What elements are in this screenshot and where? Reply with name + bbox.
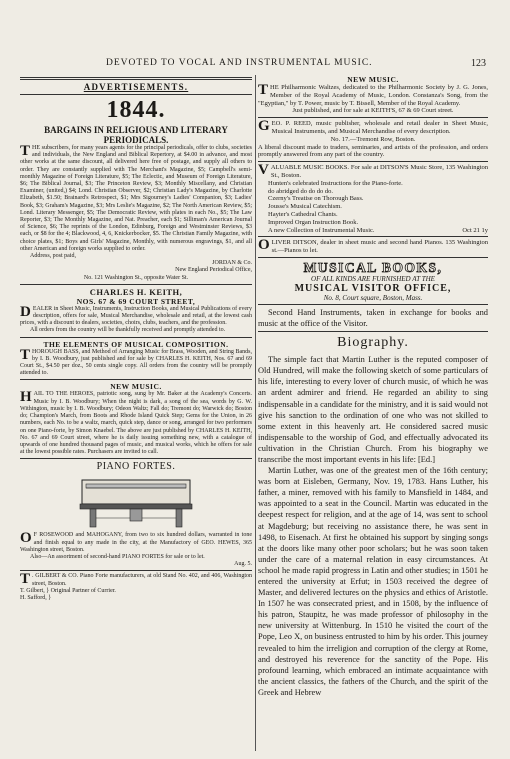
gilbert-ad: T . GILBERT & CO. Piano Forte manufacturers, at old Stand No. 402, and 406, Washington street, Boston.: [20, 571, 252, 588]
ditson-ad: VALUABLE MUSIC BOOKS. For sale at DITSON'S Music Store, 135 Washington St., Boston.: [258, 162, 488, 179]
new-music-heading-right: NEW MUSIC.: [347, 75, 399, 84]
reed-ad: GEO. P. REED, music publisher, wholesale and retail dealer in Sheet Music, Musical Instruments, and Musical Merchandise of every description.: [258, 118, 488, 135]
reed-discount: A liberal discount made to traders, seminaries, and artists of the profession, and orders promptly answered from any part of the country.: [258, 143, 488, 159]
rule: [258, 236, 488, 237]
elements-ad: THOROUGH BASS, and Method of Arranging Music for Brass, Wooden, and String Bands, by I. B. Woodbury, just published and for sale by CHARLES H. KEITH, Nos. 67 and 69 Court St., $4.50 per doz., 50 cents single copy. All orders from the country will be promptly attended to.: [20, 346, 252, 377]
rule: [20, 379, 252, 380]
rule: [20, 458, 252, 459]
bargains-address-line: No. 121 Washington St., opposite Water St.: [83, 274, 189, 281]
dropcap: O: [20, 530, 32, 547]
dropcap: V: [258, 162, 269, 179]
second-hand-instruments: Second Hand Instruments, taken in exchange for books and music at the office of the Visitor.: [258, 307, 488, 329]
advertisements-heading: ADVERTISEMENTS.: [83, 82, 189, 92]
bargains-signature-line: New England Periodical Office,: [175, 267, 252, 274]
musical-visitor-office: MUSICAL VISITOR OFFICE,: [294, 282, 452, 294]
dropcap: T: [20, 346, 31, 363]
new-music-heading-left: NEW MUSIC.: [110, 382, 162, 392]
right-column: [258, 75, 488, 751]
gilbert-partner: T. Gilbert, } Original Partner of Currier.: [20, 587, 116, 594]
column-divider: [255, 75, 256, 751]
new-music-ad-left: HAIL TO THE HEROES, patriotic song, sung by Mr. Baker at the Academy's Concerts. Music by I. B. Woodbury; When the night is dark, a song of the sea, words by G. W. Withington, music by I. B. Woodbury; Odeon Waltz; Fall do; Tremont do; Warwick do; Boston do; Champion's March, from Boots and Rhode Island Quick Step; Gems for the Union, in 26 numbers, each No. to be a waltz, march, quick step, dance or song, arranged for two performers on one Piano-forte, by Simon Knaebel. The above are just published by CHARLES H. KEITH, No. 67 and 69 Court street, where he is daily issuing something new, with a catalogue of upwards of one hundred thousand pages of music, and musical works, which he offers for sale at the lowest possible rates. Purchasers are invited to call.: [20, 389, 252, 456]
dropcap: O: [258, 237, 270, 254]
rule: [258, 304, 488, 305]
dropcap: H: [20, 389, 32, 406]
year-heading: 1844.: [106, 97, 166, 123]
keith-address: NOS. 67 & 69 COURT STREET,: [76, 296, 196, 306]
new-music-publish-line: Just published, and for sale at KEITH'S, 67 & 69 Court street.: [292, 107, 454, 115]
rule: [258, 117, 488, 118]
rule: [20, 337, 252, 338]
page-number: 123: [471, 58, 486, 69]
ditson-date: Oct 21 1y: [462, 226, 488, 234]
rule: [20, 77, 252, 80]
dropcap: T: [20, 143, 31, 159]
piano-fortes-heading: PIANO FORTES.: [96, 461, 176, 473]
piano-secondhand: Also—An assortment of second-hand PIANO FORTES for sale or to let.: [30, 553, 205, 560]
ditson-list-item: do abridged do do do do.: [268, 187, 333, 195]
ditson-list-item: Improved Organ Instruction Book.: [268, 218, 359, 226]
reed-address: No. 17.—Tremont Row, Boston.: [330, 135, 416, 143]
musical-books-subheading: OF ALL KINDS ARE FURNISHED AT THE: [311, 274, 435, 283]
biography-intro: The simple fact that Martin Luther is the reputed composer of Old Hundred, will make the following sketch of some particulars of his life, interesting to every lover of church music, of which he was an ardent admirer and friend. He regarded an ability to sing indispensable in a candidate for the ministry, and it is said would not give his sanction to the ordination of one who was not skilled to some extent in this heavenly art. He considered sacred music indispensable to the worship of God, and effectually advocated its cultivation in the Christian Church. From his biography we transcribe the most important events in his life: [Ed.]: [258, 355, 488, 464]
ditson-list-item: Hunten's celebrated Instructions for the Piano-forte.: [268, 179, 403, 187]
left-column: [20, 75, 252, 751]
elements-heading: THE ELEMENTS OF MUSICAL COMPOSITION.: [43, 339, 229, 349]
musical-books-heading: MUSICAL BOOKS,: [303, 259, 443, 275]
rule: [258, 331, 488, 332]
rule: [20, 94, 252, 95]
oliver-ditson-ad: OLIVER DITSON, dealer in sheet music and second hand Pianos. 135 Washington st.—Pianos to let.: [258, 237, 488, 255]
rule: [20, 284, 252, 285]
dropcap: G: [258, 118, 270, 135]
musical-books-address: No. 8, Court square, Boston, Mass.: [323, 293, 423, 302]
ditson-list-item: Jousse's Musical Catechism.: [268, 203, 342, 211]
gilbert-partner-2: H. Safford, }: [20, 594, 52, 601]
rule: [258, 257, 488, 258]
ditson-list-item: Hayter's Cathedral Chants.: [268, 210, 338, 218]
dropcap: T: [20, 571, 31, 588]
bargains-heading: BARGAINS IN RELIGIOUS AND LITERARY PERIODICALS.: [44, 125, 228, 145]
ditson-list-item-last: A new Collection of Instrumental Music. Oct 21 1y: [268, 226, 488, 234]
rule: [258, 161, 488, 162]
biography-heading: Biography.: [337, 335, 409, 351]
rule: [20, 570, 252, 571]
bargains-address: Address, post paid,: [30, 253, 76, 260]
bargains-ad: THE subscribers, for many years agents for the principal periodicals, offer to clubs, societies and individuals, the New England and Biblical Repertory, at $4.00 in advance, and most other works at the same discount, all delivered here free of postage, and supply all others to order. They are constantly supplied with The Merchant's Magazine, $5; Campbell's semi-monthly Magazine of Foreign Literature, $5; The Eclectic, and Museum of Foreign Literature, $6; The Biblical Journal, $3; The Princeton Review, $3; Monthly Miscellany, and Christian Examiner, (united,) $4; Lond. Christian Observer, $2; Christian Lady's Magazine, by Charlotte Elizabeth, $1.50; Brainard's Retrospect, $1; Mrs Sigourney's Ladies' Companion, $3; Ladies' Book, $3; Graham's Magazine, $3; Mrs Leslie's Magazine, $2; The North American Review, $5; Lond. Literary Messenger, $5; The Democratic Review, with plates in each No., $5; The Law Reporter, $3; The Monthly Magazine, and Nat. Preacher, each $1; Silliman's American Journal of Science, $6; The reprints of the London, Edinburg, Foreign and Westminster Reviews, $3 each, or $8 for the 4; Blackwood, 4, 6, Knickerbocker, $5. The Christian Family Magazine, with choice plates, $1; Boys and Girls' Magazine, Monthly, with numerous engravings, $1, and all other American and foreign works supplied to order.: [20, 143, 252, 252]
bargains-signature: JORDAN & Co.: [212, 260, 252, 267]
keith-name: CHARLES H. KEITH,: [89, 286, 183, 297]
piano-fortes-ad: O F ROSEWOOD and MAHOGANY, from two to six hundred dollars, warranted in tone and finish equal to any made in the city, at the Manufactory of GEO. HEWES, 365 Washington street, Boston.: [20, 530, 252, 553]
piano-date: Aug. 5.: [234, 561, 252, 568]
dropcap: D: [20, 303, 31, 320]
page-header: [20, 58, 486, 72]
keith-ad-orders: All orders from the country will be thankfully received and promptly attended to.: [30, 327, 226, 334]
ditson-list-item: Czerny's Treatise on Thorough Bass.: [268, 195, 364, 203]
running-title: DEVOTED TO VOCAL AND INSTRUMENTAL MUSIC.: [106, 58, 373, 68]
new-music-ad-right: THE Philharmonic Waltzes, dedicated to the Philharmonic Society by J. G. Jones, Member of the Royal Academy of Music, London. Constanza's Song, from the "Egyptian," by T. Power, music by T. Bissell, Member of the Royal Academy.: [258, 82, 488, 107]
piano-illustration: [76, 474, 196, 530]
keith-ad: DEALER in Sheet Music, Instruments, Instruction Books, and Musical Publications of every description, offers for sale, Musical Merchandise, wholesale and retail, at the lowest cash prices, with a discount to dealers, societies, choirs, clubs, teachers, and the profession.: [20, 303, 252, 327]
biography-body: Martin Luther, was one of the greatest men of the 16th century; was born at Eisleben, Germany, Nov. 19, 1783. Hans Luther, his father, a miner, removed with his family to Mansfield in 1484, and was appointed to a seat in the Council. Martin was educated in the deepest respect for religion, and at the age of 14, was sent to school at Magdeburg; but receiving no assistance there, he was sent in 1498, to Eisenach. At first he obtained his support by singing songs at the doors like many other poor scholars; but he was soon taken under the care of a maternal relation in easy circumstances. At school he made rapid progress in Latin and other studies; in 1501 he entered the university at Erfut; in 1503 received the degree of Master, and delivered lectures on the physics and ethics of Aristotle. In 1507 he was consecrated priest, and in 1508, by the influence of his patron, Staupitz, he was made professor of philosophy in the new university at Wittenburg. In 1510 he visited the court of the Pope, Leo X, on business entrusted to him by his order. This journey revealed to him the irreligion and corruption of the clergy at Rome, and destroyed his reverence for the sanctity of the Pope. His profound learning, which embraced an intimate acquaintance with the ancient classics, the fathers of the Church, and the spirit of the Greek and Hebrew: [258, 466, 488, 697]
dropcap: T: [258, 82, 269, 98]
